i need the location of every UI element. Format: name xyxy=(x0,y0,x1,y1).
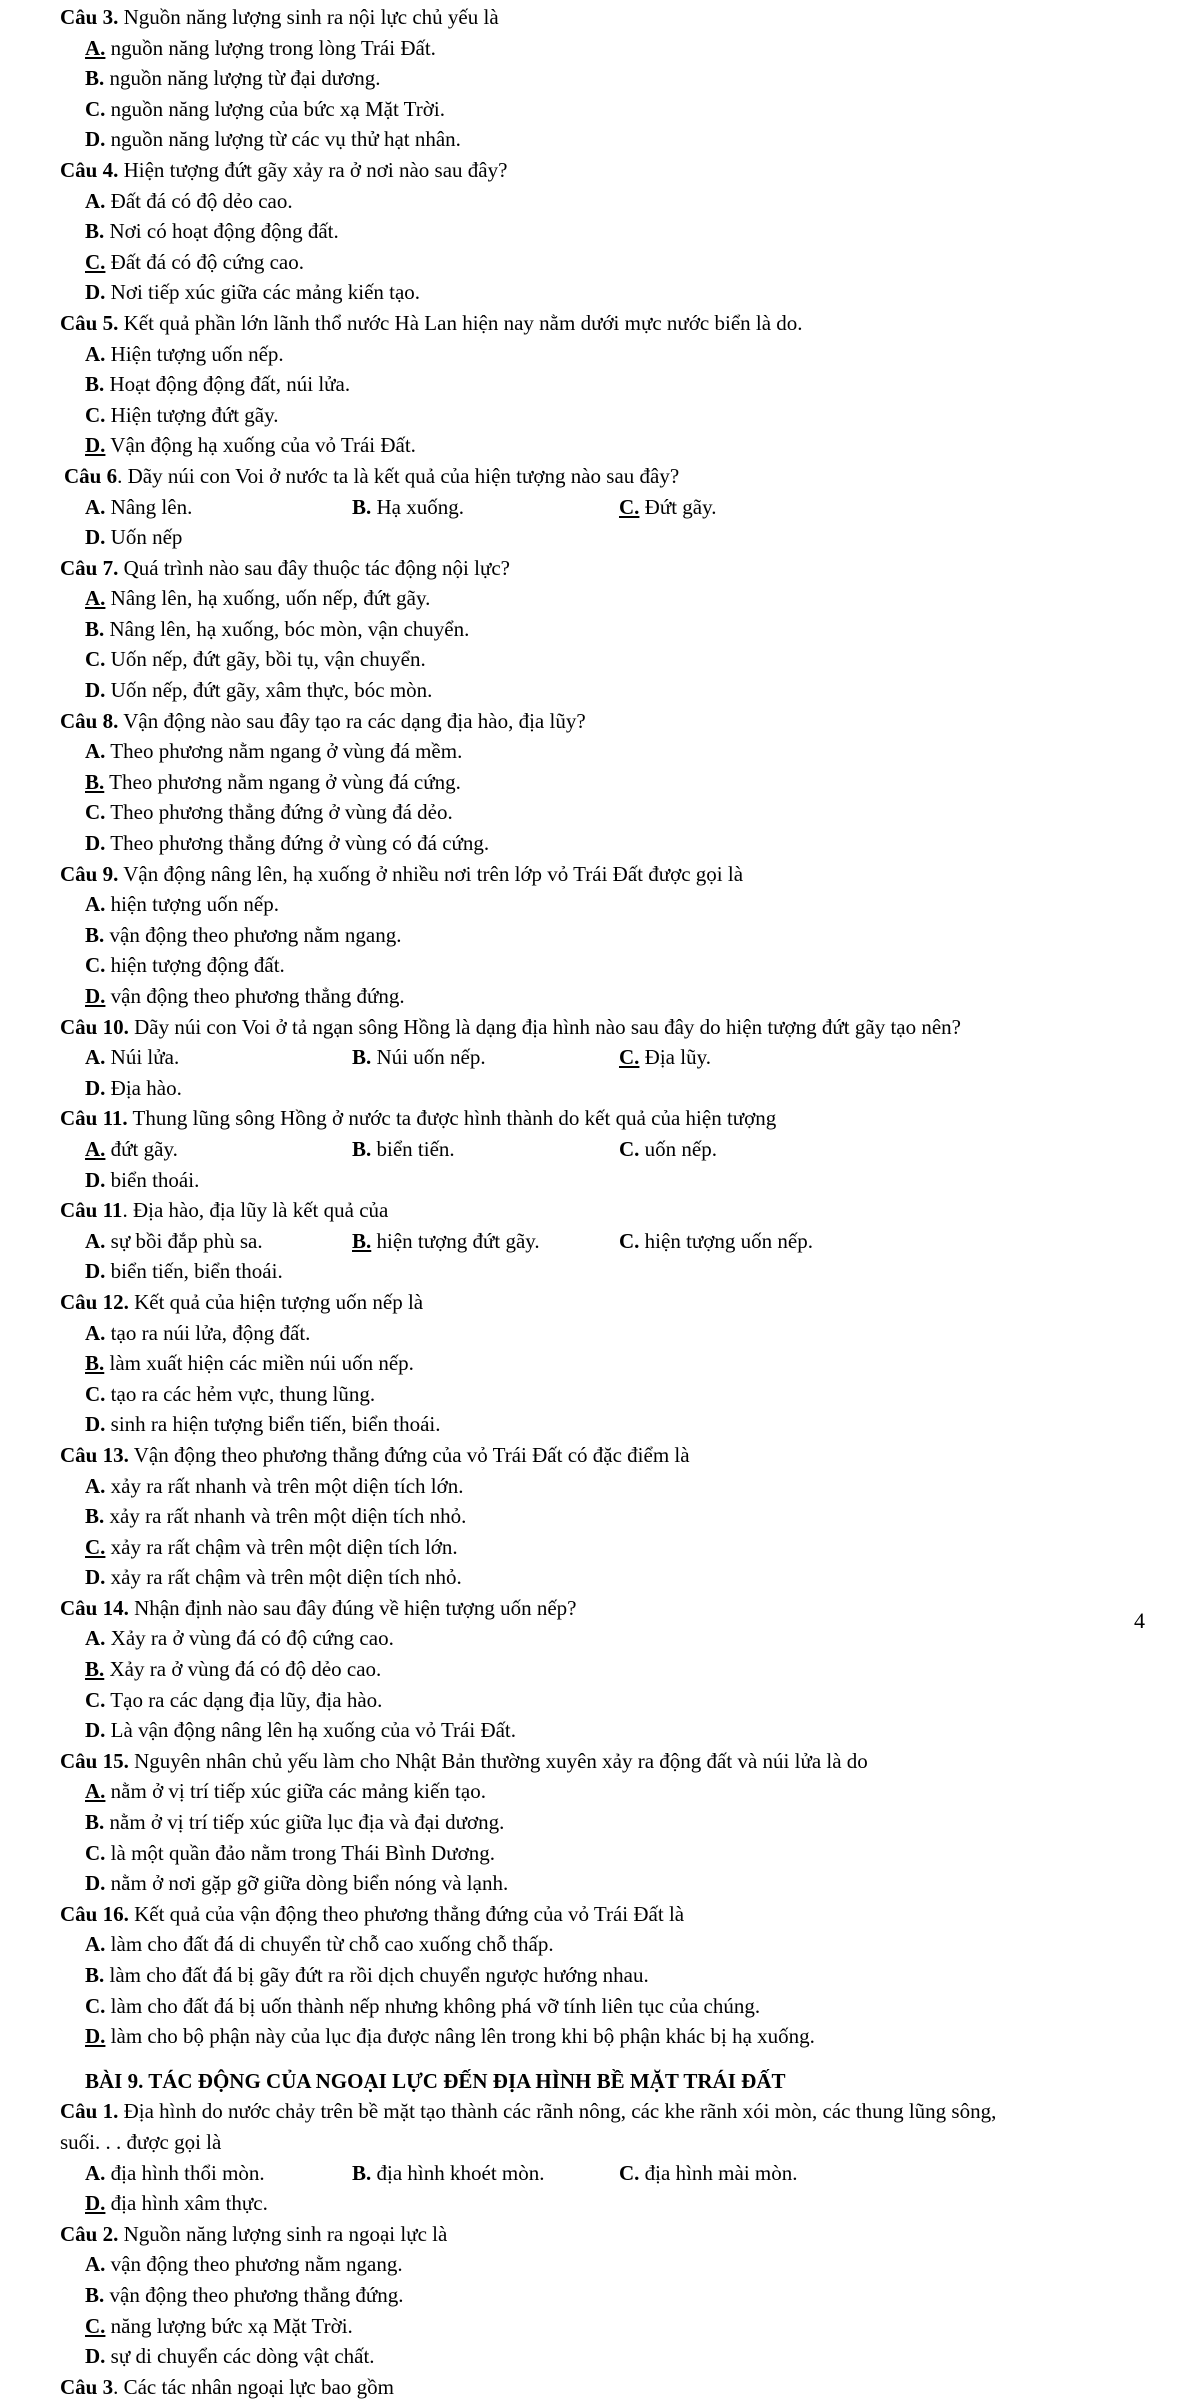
option-text: Hiện tượng đứt gãy. xyxy=(105,402,279,427)
option-text: uốn nếp. xyxy=(639,1136,717,1161)
question-number: Câu 6 xyxy=(64,463,118,488)
answer-options xyxy=(60,492,1150,553)
question-stem xyxy=(60,1012,1150,1043)
option-letter: A. xyxy=(85,341,106,366)
option-text: làm cho đất đá bị uốn thành nếp nhưng không phá vỡ tính liên tục của chúng. xyxy=(105,1993,761,2018)
answer-option xyxy=(85,1042,352,1073)
option-text: Uốn nếp xyxy=(105,525,183,550)
question-stem xyxy=(60,1440,1150,1471)
answer-option xyxy=(85,2158,352,2189)
question-stem xyxy=(60,1195,1150,1226)
answer-option xyxy=(85,675,620,706)
answer-option xyxy=(85,1409,620,1440)
question-number: Câu 4. xyxy=(60,157,119,182)
option-letter: D. xyxy=(85,2024,106,2049)
option-text: Địa hào. xyxy=(105,1075,182,1100)
answer-option xyxy=(85,1715,620,1746)
answer-option xyxy=(85,1929,1145,1960)
option-text: Xảy ra ở vùng đá có độ dẻo cao. xyxy=(104,1657,382,1682)
option-letter: D. xyxy=(85,1718,106,1743)
option-text: đứt gãy. xyxy=(105,1136,178,1161)
option-letter: C. xyxy=(85,1993,106,2018)
option-letter: A. xyxy=(85,1932,106,1957)
option-letter: C. xyxy=(619,494,640,519)
option-letter: C. xyxy=(85,800,106,825)
question-text: Dãy núi con Voi ở tả ngạn sông Hồng là dạng địa hình nào sau đây do hiện tượng đứt gãy tạo nên? xyxy=(128,1014,961,1039)
option-letter: C. xyxy=(85,1381,106,1406)
option-text: biển tiến. xyxy=(371,1136,455,1161)
option-letter: B. xyxy=(85,372,105,397)
option-text: sự di chuyển các dòng vật chất. xyxy=(105,2344,375,2369)
option-letter: B. xyxy=(352,494,372,519)
question-number: Câu 12. xyxy=(60,1289,129,1314)
option-letter: B. xyxy=(85,1504,105,1529)
answer-option xyxy=(85,1532,620,1563)
question-number: Câu 14. xyxy=(60,1595,129,1620)
answer-option xyxy=(85,1991,1145,2022)
question-number: Câu 9. xyxy=(60,861,119,886)
option-text: nguồn năng lượng của bức xạ Mặt Trời. xyxy=(105,96,445,121)
option-text: Nơi có hoạt động động đất. xyxy=(104,219,339,244)
answer-option xyxy=(619,1042,886,1073)
option-letter: A. xyxy=(85,35,106,60)
answer-options xyxy=(60,339,1150,461)
answer-option xyxy=(619,1134,886,1165)
option-letter: B. xyxy=(352,1228,372,1253)
option-text: Theo phương nằm ngang ở vùng đá cứng. xyxy=(104,769,461,794)
option-text: Núi lửa. xyxy=(105,1045,180,1070)
option-text: Tạo ra các dạng địa lũy, địa hào. xyxy=(105,1687,383,1712)
answer-option xyxy=(85,1960,1145,1991)
option-letter: A. xyxy=(85,188,106,213)
option-text: Uốn nếp, đứt gãy, xâm thực, bóc mòn. xyxy=(105,678,433,703)
answer-option xyxy=(85,736,620,767)
answer-option xyxy=(619,492,886,523)
option-text: nguồn năng lượng trong lòng Trái Đất. xyxy=(105,35,436,60)
option-text: xảy ra rất chậm và trên một diện tích lớn. xyxy=(105,1534,458,1559)
question-stem xyxy=(60,2096,1150,2157)
option-letter: B. xyxy=(85,769,105,794)
option-text: biển tiến, biển thoái. xyxy=(105,1259,283,1284)
answer-option xyxy=(85,1348,620,1379)
option-text: nằm ở vị trí tiếp xúc giữa các mảng kiến tạo. xyxy=(105,1779,486,1804)
option-text: Đất đá có độ cứng cao. xyxy=(105,249,304,274)
answer-option xyxy=(352,1226,619,1257)
answer-option xyxy=(85,1073,352,1104)
option-text: năng lượng bức xạ Mặt Trời. xyxy=(105,2313,353,2338)
answer-options xyxy=(60,33,1150,155)
option-text: Hiện tượng uốn nếp. xyxy=(105,341,284,366)
answer-option xyxy=(352,492,619,523)
option-letter: C. xyxy=(85,647,106,672)
question-stem xyxy=(60,553,1150,584)
answer-option xyxy=(85,1379,620,1410)
question-stem xyxy=(60,2372,1150,2402)
option-letter: C. xyxy=(85,402,106,427)
answer-option xyxy=(85,797,620,828)
option-text: Theo phương thẳng đứng ở vùng đá dẻo. xyxy=(105,800,453,825)
option-text: Xảy ra ở vùng đá có độ cứng cao. xyxy=(105,1626,394,1651)
answer-option xyxy=(85,1226,352,1257)
answer-option xyxy=(85,1776,620,1807)
option-letter: C. xyxy=(619,1136,640,1161)
option-text: Nâng lên. xyxy=(105,494,193,519)
option-text: vận động theo phương thẳng đứng. xyxy=(105,984,405,1008)
answer-option xyxy=(85,1501,620,1532)
question-text: Vận động theo phương thẳng đứng của vỏ Trái Đất có đặc điểm là xyxy=(128,1442,690,1467)
answer-option xyxy=(85,216,620,247)
question-stem xyxy=(60,1103,1150,1134)
answer-option xyxy=(85,124,620,155)
option-letter: A. xyxy=(85,494,106,519)
answer-option xyxy=(85,1807,620,1838)
question-number: Câu 2. xyxy=(60,2221,119,2246)
option-letter: C. xyxy=(85,1840,106,1865)
answer-option xyxy=(85,950,620,981)
option-text: làm xuất hiện các miền núi uốn nếp. xyxy=(104,1351,414,1376)
question-stem xyxy=(60,1287,1150,1318)
option-letter: B. xyxy=(352,2160,372,2185)
option-letter: B. xyxy=(85,1657,105,1682)
option-text: làm cho bộ phận này của lục địa được nâng lên trong khi bộ phận khác bị hạ xuống. xyxy=(105,2024,815,2049)
question-stem xyxy=(60,155,1150,186)
option-text: vận động theo phương nằm ngang. xyxy=(104,922,402,947)
answer-option xyxy=(85,247,620,278)
question-stem xyxy=(60,308,1150,339)
question-text: Vận động nâng lên, hạ xuống ở nhiều nơi trên lớp vỏ Trái Đất được gọi là xyxy=(118,861,744,886)
option-letter: D. xyxy=(85,2344,106,2369)
option-letter: B. xyxy=(85,1810,105,1835)
option-text: Hạ xuống. xyxy=(371,494,465,519)
answer-option xyxy=(619,1226,886,1257)
option-letter: B. xyxy=(352,1136,372,1161)
answer-option xyxy=(85,614,620,645)
question-stem xyxy=(60,2219,1150,2250)
answer-options xyxy=(60,1623,1150,1745)
question-number: Câu 3. xyxy=(60,5,119,29)
option-text: sự bồi đắp phù sa. xyxy=(105,1228,263,1253)
answer-option xyxy=(85,828,620,859)
option-letter: D. xyxy=(85,525,106,550)
question-text: Nhận định nào sau đây đúng về hiện tượng uốn nếp? xyxy=(128,1595,577,1620)
option-text: sinh ra hiện tượng biển tiến, biển thoái. xyxy=(105,1412,441,1437)
answer-option xyxy=(85,889,620,920)
question-stem xyxy=(60,461,1150,492)
option-letter: D. xyxy=(85,1565,106,1590)
question-text: Kết quả của vận động theo phương thẳng đứng của vỏ Trái Đất là xyxy=(128,1901,685,1926)
question-text: Hiện tượng đứt gãy xảy ra ở nơi nào sau đây? xyxy=(118,157,508,182)
option-text: Núi uốn nếp. xyxy=(371,1045,486,1070)
question-text: Nguồn năng lượng sinh ra ngoại lực là xyxy=(118,2221,448,2246)
option-letter: D. xyxy=(85,280,106,305)
question-stem xyxy=(60,2,1150,33)
answer-options xyxy=(60,186,1150,308)
option-text: làm cho đất đá bị gãy đứt ra rồi dịch chuyển ngược hướng nhau. xyxy=(104,1963,649,1987)
option-text: địa hình mài mòn. xyxy=(639,2160,798,2185)
answer-option xyxy=(85,1318,620,1349)
option-text: hiện tượng đứt gãy. xyxy=(371,1228,540,1253)
question-number: Câu 5. xyxy=(60,310,119,335)
option-letter: D. xyxy=(85,1075,106,1100)
option-letter: A. xyxy=(85,1136,106,1161)
option-letter: D. xyxy=(85,1412,106,1437)
question-stem xyxy=(60,1899,1150,1930)
question-text: Thung lũng sông Hồng ở nước ta được hình thành do kết quả của hiện tượng xyxy=(127,1106,777,1131)
question-text: Nguồn năng lượng sinh ra nội lực chủ yếu là xyxy=(118,5,499,29)
option-letter: A. xyxy=(85,1779,106,1804)
question-text: Vận động nào sau đây tạo ra các dạng địa hào, địa lũy? xyxy=(118,708,586,733)
option-text: xảy ra rất nhanh và trên một diện tích nhỏ. xyxy=(104,1504,467,1529)
option-text: Nơi tiếp xúc giữa các mảng kiến tạo. xyxy=(105,280,421,305)
question-number: Câu 10. xyxy=(60,1014,129,1039)
answer-option xyxy=(85,369,620,400)
answer-option xyxy=(85,1623,620,1654)
option-text: nằm ở vị trí tiếp xúc giữa lục địa và đại dương. xyxy=(104,1810,505,1835)
option-letter: B. xyxy=(85,922,105,947)
option-text: địa hình thổi mòn. xyxy=(105,2160,265,2185)
option-letter: A. xyxy=(85,1626,106,1651)
option-letter: D. xyxy=(85,1167,106,1192)
option-letter: D. xyxy=(85,678,106,703)
question-text: Quá trình nào sau đây thuộc tác động nội lực? xyxy=(118,555,510,580)
option-text: Đứt gãy. xyxy=(639,494,717,519)
option-letter: B. xyxy=(85,1963,105,1987)
answer-options xyxy=(60,736,1150,858)
answer-option xyxy=(352,1042,619,1073)
question-number: Câu 13. xyxy=(60,1442,129,1467)
option-text: hiện tượng động đất. xyxy=(105,953,285,978)
option-letter: D. xyxy=(85,984,106,1008)
option-text: biển thoái. xyxy=(105,1167,200,1192)
question-stem xyxy=(60,1746,1150,1777)
answer-option xyxy=(85,767,620,798)
option-text: xảy ra rất chậm và trên một diện tích nhỏ. xyxy=(105,1565,462,1590)
option-letter: A. xyxy=(85,2160,106,2185)
option-letter: A. xyxy=(85,1228,106,1253)
option-text: Hoạt động động đất, núi lửa. xyxy=(104,372,351,397)
answer-option xyxy=(85,277,620,308)
option-text: Vận động hạ xuống của vỏ Trái Đất. xyxy=(105,433,416,458)
answer-options xyxy=(60,1776,1150,1898)
answer-option xyxy=(85,1134,352,1165)
answer-options xyxy=(60,1226,1150,1287)
question-list-bai-9 xyxy=(60,2096,1150,2402)
answer-option xyxy=(85,2249,620,2280)
option-letter: D. xyxy=(85,2191,106,2216)
answer-option xyxy=(85,2280,620,2311)
answer-option xyxy=(85,1685,620,1716)
question-text: Nguyên nhân chủ yếu làm cho Nhật Bản thường xuyên xảy ra động đất và núi lửa là do xyxy=(128,1748,868,1773)
option-text: Theo phương nằm ngang ở vùng đá mềm. xyxy=(105,739,463,764)
option-text: Theo phương thẳng đứng ở vùng có đá cứng. xyxy=(105,831,490,856)
answer-options xyxy=(60,1134,1150,1195)
question-number: Câu 3 xyxy=(60,2374,114,2399)
option-text: địa hình xâm thực. xyxy=(105,2191,268,2216)
option-text: Nâng lên, hạ xuống, uốn nếp, đứt gãy. xyxy=(105,586,431,611)
option-text: Địa lũy. xyxy=(639,1045,711,1070)
option-letter: A. xyxy=(85,1045,106,1070)
option-text: địa hình khoét mòn. xyxy=(371,2160,545,2185)
question-text: Địa hình do nước chảy trên bề mặt tạo thành các rãnh nông, các khe rãnh xói mòn, các thung lũng sông, xyxy=(118,2099,997,2124)
question-stem xyxy=(60,1593,1150,1624)
option-text: xảy ra rất nhanh và trên một diện tích lớn. xyxy=(105,1473,464,1498)
question-text-continued: suối. . . được gọi là xyxy=(60,2129,222,2154)
option-text: nguồn năng lượng từ các vụ thử hạt nhân. xyxy=(105,127,461,152)
answer-option xyxy=(85,981,620,1012)
option-letter: B. xyxy=(352,1045,372,1070)
answer-options xyxy=(60,1929,1150,2051)
question-stem xyxy=(60,859,1150,890)
option-text: vận động theo phương thẳng đứng. xyxy=(104,2282,404,2307)
option-text: Là vận động nâng lên hạ xuống của vỏ Trái Đất. xyxy=(105,1718,517,1743)
answer-option xyxy=(85,1471,620,1502)
option-letter: D. xyxy=(85,433,106,458)
option-letter: C. xyxy=(85,96,106,121)
option-letter: B. xyxy=(85,219,105,244)
question-list-bai-8 xyxy=(60,2,1150,2052)
answer-options xyxy=(60,2249,1150,2371)
option-letter: C. xyxy=(85,1687,106,1712)
question-stem xyxy=(60,706,1150,737)
option-letter: B. xyxy=(85,1351,105,1376)
answer-option xyxy=(85,1868,620,1899)
option-letter: A. xyxy=(85,1320,106,1345)
answer-options xyxy=(60,2158,1150,2219)
answer-options xyxy=(60,583,1150,705)
answer-option xyxy=(85,1165,352,1196)
answer-option xyxy=(85,1256,352,1287)
option-letter: B. xyxy=(85,616,105,641)
option-letter: B. xyxy=(85,2282,105,2307)
question-number: Câu 15. xyxy=(60,1748,129,1773)
option-letter: C. xyxy=(85,953,106,978)
answer-option xyxy=(85,94,620,125)
answer-option xyxy=(85,2188,352,2219)
question-number: Câu 16. xyxy=(60,1901,129,1926)
answer-option xyxy=(85,339,620,370)
option-letter: D. xyxy=(85,1871,106,1896)
option-text: hiện tượng uốn nếp. xyxy=(639,1228,813,1253)
option-letter: B. xyxy=(85,66,105,91)
answer-option xyxy=(85,522,352,553)
option-letter: C. xyxy=(85,1534,106,1559)
answer-option xyxy=(85,1654,620,1685)
page-number: 4 xyxy=(1134,1608,1145,1633)
question-text: Kết quả phần lớn lãnh thổ nước Hà Lan hiện nay nằm dưới mực nước biển là do. xyxy=(118,310,803,335)
option-text: Đất đá có độ dẻo cao. xyxy=(105,188,293,213)
answer-option xyxy=(85,644,620,675)
question-text: . Các tác nhân ngoại lực bao gồm xyxy=(113,2374,394,2399)
option-letter: A. xyxy=(85,739,106,764)
option-letter: A. xyxy=(85,1473,106,1498)
question-number: Câu 1. xyxy=(60,2099,119,2124)
option-text: nằm ở nơi gặp gỡ giữa dòng biển nóng và lạnh. xyxy=(105,1871,509,1896)
answer-options xyxy=(60,1042,1150,1103)
option-letter: D. xyxy=(85,127,106,152)
option-text: tạo ra núi lửa, động đất. xyxy=(105,1320,311,1345)
answer-option xyxy=(85,2311,620,2342)
answer-option xyxy=(85,583,620,614)
option-letter: C. xyxy=(85,2313,106,2338)
option-text: nguồn năng lượng từ đại dương. xyxy=(104,66,381,91)
answer-options xyxy=(60,889,1150,1011)
option-text: Uốn nếp, đứt gãy, bồi tụ, vận chuyển. xyxy=(105,647,426,672)
option-text: tạo ra các hẻm vực, thung lũng. xyxy=(105,1381,376,1406)
option-letter: A. xyxy=(85,892,106,917)
question-number: Câu 11. xyxy=(60,1106,128,1131)
option-letter: C. xyxy=(619,1228,640,1253)
option-letter: C. xyxy=(619,1045,640,1070)
answer-option xyxy=(85,400,620,431)
answer-option xyxy=(85,430,620,461)
question-text: Kết quả của hiện tượng uốn nếp là xyxy=(128,1289,424,1314)
answer-option xyxy=(85,33,620,64)
question-number: Câu 7. xyxy=(60,555,119,580)
question-text: . Địa hào, địa lũy là kết quả của xyxy=(122,1198,389,1223)
option-letter: D. xyxy=(85,1259,106,1284)
option-text: hiện tượng uốn nếp. xyxy=(105,892,279,917)
answer-option xyxy=(85,186,620,217)
option-letter: C. xyxy=(85,249,106,274)
answer-option xyxy=(85,2021,1145,2052)
question-text: . Dãy núi con Voi ở nước ta là kết quả của hiện tượng nào sau đây? xyxy=(117,463,680,488)
answer-option xyxy=(85,920,620,951)
answer-option xyxy=(352,2158,619,2189)
answer-option xyxy=(85,63,620,94)
option-text: Nâng lên, hạ xuống, bóc mòn, vận chuyển. xyxy=(104,616,470,641)
answer-options xyxy=(60,1318,1150,1440)
document-page xyxy=(60,2,1150,2402)
question-number: Câu 8. xyxy=(60,708,119,733)
answer-option xyxy=(352,1134,619,1165)
option-letter: D. xyxy=(85,831,106,856)
answer-option xyxy=(85,1562,620,1593)
option-text: là một quần đảo nằm trong Thái Bình Dương. xyxy=(105,1840,495,1865)
option-letter: C. xyxy=(619,2160,640,2185)
option-letter: A. xyxy=(85,2252,106,2277)
answer-options xyxy=(60,1471,1150,1593)
answer-option xyxy=(619,2158,886,2189)
question-number: Câu 11 xyxy=(60,1198,123,1223)
answer-option xyxy=(85,492,352,523)
answer-option xyxy=(85,2341,620,2372)
section-heading: BÀI 9. TÁC ĐỘNG CỦA NGOẠI LỰC ĐẾN ĐỊA HÌNH BỀ MẶT TRÁI ĐẤT xyxy=(85,2068,786,2093)
option-text: vận động theo phương nằm ngang. xyxy=(105,2252,403,2277)
option-text: làm cho đất đá di chuyển từ chỗ cao xuống chỗ thấp. xyxy=(105,1932,554,1957)
option-letter: A. xyxy=(85,586,106,611)
answer-option xyxy=(85,1838,620,1869)
